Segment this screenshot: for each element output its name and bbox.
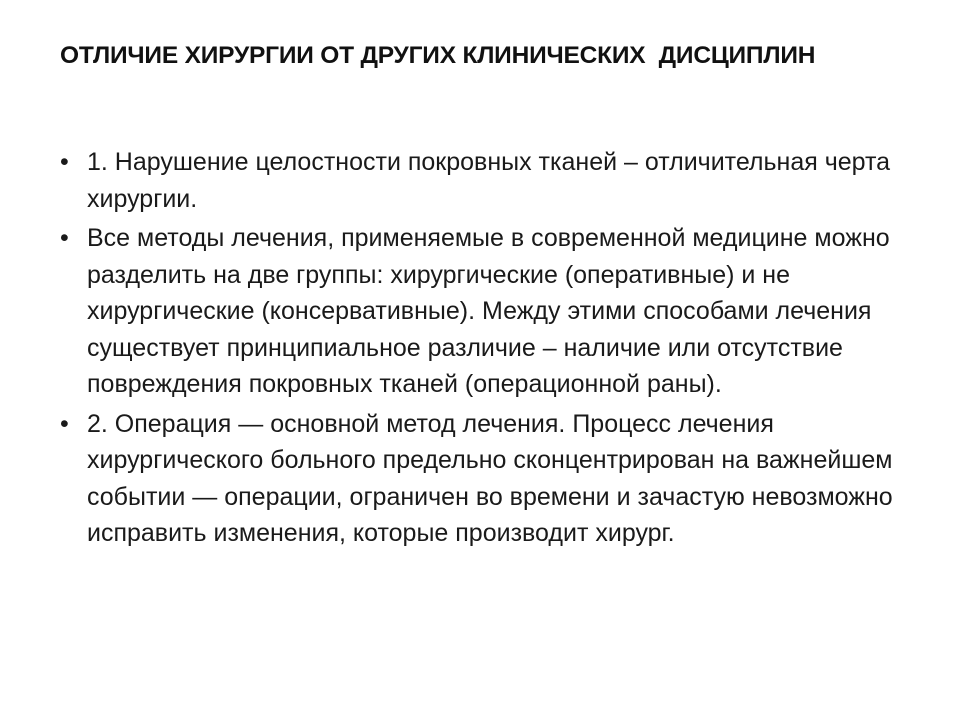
- bullet-item: [60, 220, 910, 403]
- bullet-item: [60, 406, 910, 552]
- slide-title: ОТЛИЧИЕ ХИРУРГИИ ОТ ДРУГИХ КЛИНИЧЕСКИХ ДИСЦИПЛИН: [60, 42, 816, 69]
- bullet-icon: •: [60, 148, 69, 176]
- bullet-text: 2. Операция — основной метод лечения. Процесс лечения хирургического больного предельно сконцентрирован на важнейшем событии — операции, ограничен во времени и зачастую невозможно исправить изменения, которые производит хирург.: [87, 409, 893, 547]
- bullet-icon: •: [60, 224, 69, 252]
- bullet-text: Все методы лечения, применяемые в современной медицине можно разделить на две группы: хирургические (оперативные) и не хирургические (консервативные). Между этими способами лечения существует принципиальное различие – наличие или отсутствие повреждения покровных тканей (операционной раны).: [87, 224, 890, 398]
- bullet-list: [60, 144, 910, 555]
- bullet-text: 1. Нарушение целостности покровных тканей – отличительная черта хирургии.: [87, 148, 891, 213]
- bullet-icon: •: [60, 409, 69, 438]
- bullet-item: [60, 144, 910, 217]
